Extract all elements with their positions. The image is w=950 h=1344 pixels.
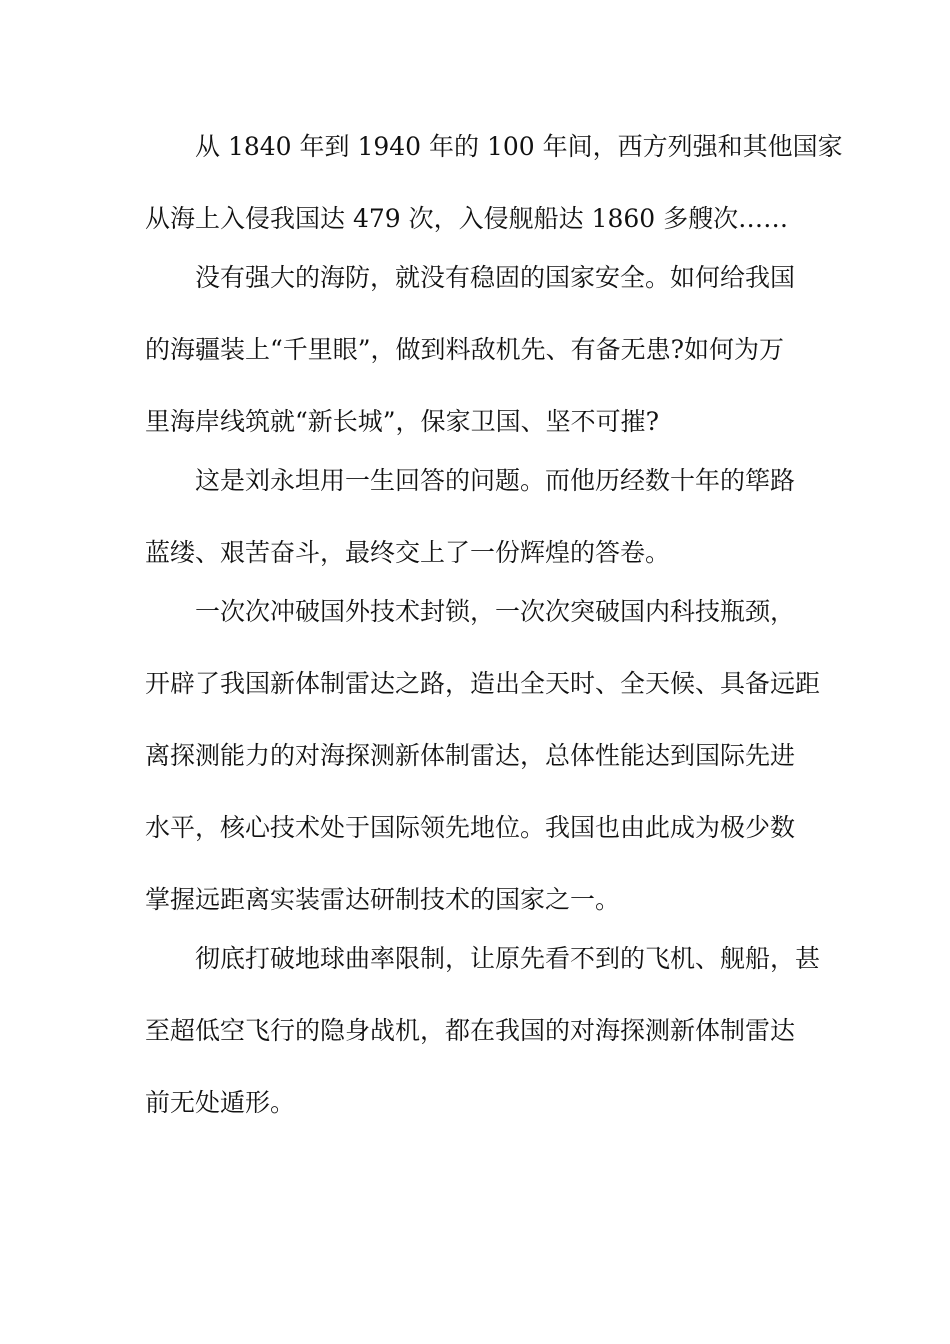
- paragraph-3-line-1: 这是刘永坦用一生回答的问题。而他历经数十年的筚路: [195, 466, 796, 495]
- paragraph-2-line-1: 没有强大的海防，就没有稳固的国家安全。如何给我国: [195, 263, 796, 292]
- paragraph-2-line-3: 里海岸线筑就“新长城”，保家卫国、坚不可摧?: [145, 407, 659, 436]
- paragraph-4-line-2: 开辟了我国新体制雷达之路，造出全天时、全天候、具备远距: [145, 669, 821, 698]
- paragraph-5-line-3: 前无处遁形。: [145, 1088, 296, 1117]
- paragraph-4-line-5: 掌握远距离实装雷达研制技术的国家之一。: [145, 885, 621, 914]
- paragraph-4-line-3: 离探测能力的对海探测新体制雷达，总体性能达到国际先进: [145, 741, 796, 770]
- paragraph-4-line-4: 水平，核心技术处于国际领先地位。我国也由此成为极少数: [145, 813, 796, 842]
- body-text: [145, 128, 843, 1121]
- paragraph-3-line-2: 蓝缕、艰苦奋斗，最终交上了一份辉煌的答卷。: [145, 538, 671, 567]
- paragraph-5-line-2: 至超低空飞行的隐身战机，都在我国的对海探测新体制雷达: [145, 1016, 796, 1045]
- paragraph-4-line-1: 一次次冲破国外技术封锁，一次次突破国内科技瓶颈，: [195, 597, 796, 626]
- paragraph-1-line-2: 从海上入侵我国达 479 次，入侵舰船达 1860 多艘次……: [145, 204, 789, 233]
- paragraph-1-line-1: 从 1840 年到 1940 年的 100 年间，西方列强和其他国家: [195, 132, 843, 161]
- paragraph-5-line-1: 彻底打破地球曲率限制，让原先看不到的飞机、舰船，甚: [195, 944, 821, 973]
- paragraph-2-line-2: 的海疆装上“千里眼”，做到料敌机先、有备无患?如何为万: [145, 335, 784, 364]
